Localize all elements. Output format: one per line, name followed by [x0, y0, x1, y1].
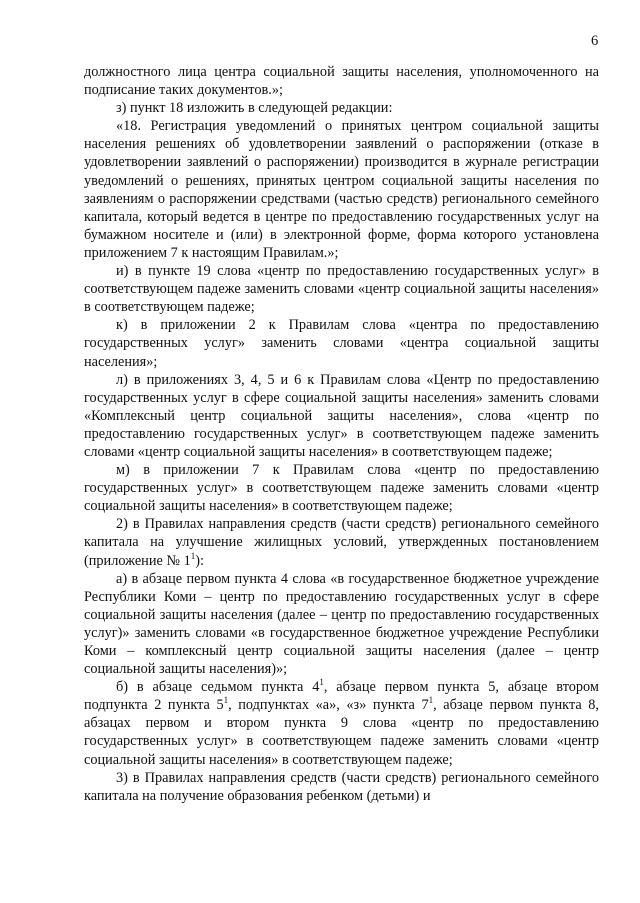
paragraph: [84, 117, 599, 262]
superscript: 1: [223, 695, 229, 706]
paragraph-text: и) в пункте 19 слова «центр по предоставлению государственных услуг» в соответствующем падеже заменить словами «центр социальной защиты населения» в соответствующем падеже;: [84, 263, 599, 316]
document-body: [84, 63, 599, 805]
paragraph-text: 2) в Правилах направления средств (части средств) регионального семейного капитала на улучшение жилищных условий, утвержденных постановлением (приложение № 1: [84, 516, 599, 569]
paragraph-text: 3) в Правилах направления средств (части средств) регионального семейного капитала на получение образования ребенком (детьми) и: [84, 769, 599, 804]
superscript: 1: [190, 550, 196, 561]
paragraph-text: б) в абзаце седьмом пункта 4: [116, 679, 320, 696]
paragraph-text: л) в приложениях 3, 4, 5 и 6 к Правилам слова «Центр по предоставлению государственных услуг в сфере социальной защиты населения» заменить словами «Комплексный центр социальной защиты населения», слова «центр по предоставлению государственных услуг» в соответствующем падеже заменить словами «центр социальной защиты населения» в соответствующем падеже;: [84, 371, 599, 460]
paragraph-text: м) в приложении 7 к Правилам слова «центр по предоставлению государственных услуг» в соответствующем падеже заменить словами «центр социальной защиты населения» в соответствующем падеже;: [84, 462, 599, 515]
paragraph: [84, 262, 599, 316]
paragraph-text: , подпунктах «а», «з» пункта 7: [228, 697, 429, 714]
paragraph: [84, 678, 599, 768]
paragraph: [84, 515, 599, 569]
superscript: 1: [428, 695, 434, 706]
paragraph: [84, 461, 599, 515]
paragraph: [84, 99, 599, 117]
paragraph-text: должностного лица центра социальной защиты населения, уполномоченного на подписание таких документов.»;: [84, 64, 599, 99]
paragraph-text: ):: [195, 552, 204, 569]
paragraph: [84, 371, 599, 461]
paragraph: [84, 570, 599, 679]
paragraph-text: з) пункт 18 изложить в следующей редакции:: [116, 100, 393, 117]
paragraph-text: , абзаце первом пункта 5, абзаце втором подпункта 2 пункта 5: [84, 679, 599, 714]
superscript: 1: [319, 677, 324, 688]
paragraph-text: а) в абзаце первом пункта 4 слова «в государственное бюджетное учреждение Республики Коми – центр по предоставлению государственных услуг в сфере социальной защиты населения (далее – центр по предоставлению государственных услуг)» заменить словами «в государственное бюджетное учреждение Республики Коми – комплексный центр социальной защиты населения (далее – центр социальной защиты населения)»;: [84, 570, 599, 678]
paragraph-text: «18. Регистрация уведомлений о принятых центром социальной защиты населения решениях об удовлетворении заявлений о распоряжении (отказе в удовлетворении заявлений о распоряжении) производится в журнале регистрации уведомлений о решениях, принятых центром социальной защиты населения по заявлениям о распоряжении средствами (частью средств) регионального семейного капитала, который ведется в центре по предоставлению государственных услуг на бумажном носителе и (или) в электронной форме, форма которого установлена приложением 7 к настоящим Правилам.»;: [84, 118, 599, 261]
paragraph: [84, 316, 599, 370]
paragraph: [84, 769, 599, 805]
paragraph-text: , абзаце первом пункта 8, абзацах первом и втором пункта 9 слова «центр по предоставлению государственных услуг» в соответствующем падеже заменить словами «центр социальной защиты населения» в соответствующем падеже;: [84, 697, 599, 768]
paragraph: [84, 63, 599, 99]
page-number: 6: [591, 33, 599, 49]
paragraph-text: к) в приложении 2 к Правилам слова «центра по предоставлению государственных услуг» заменить словами «центра социальной защиты населения»;: [84, 317, 599, 370]
